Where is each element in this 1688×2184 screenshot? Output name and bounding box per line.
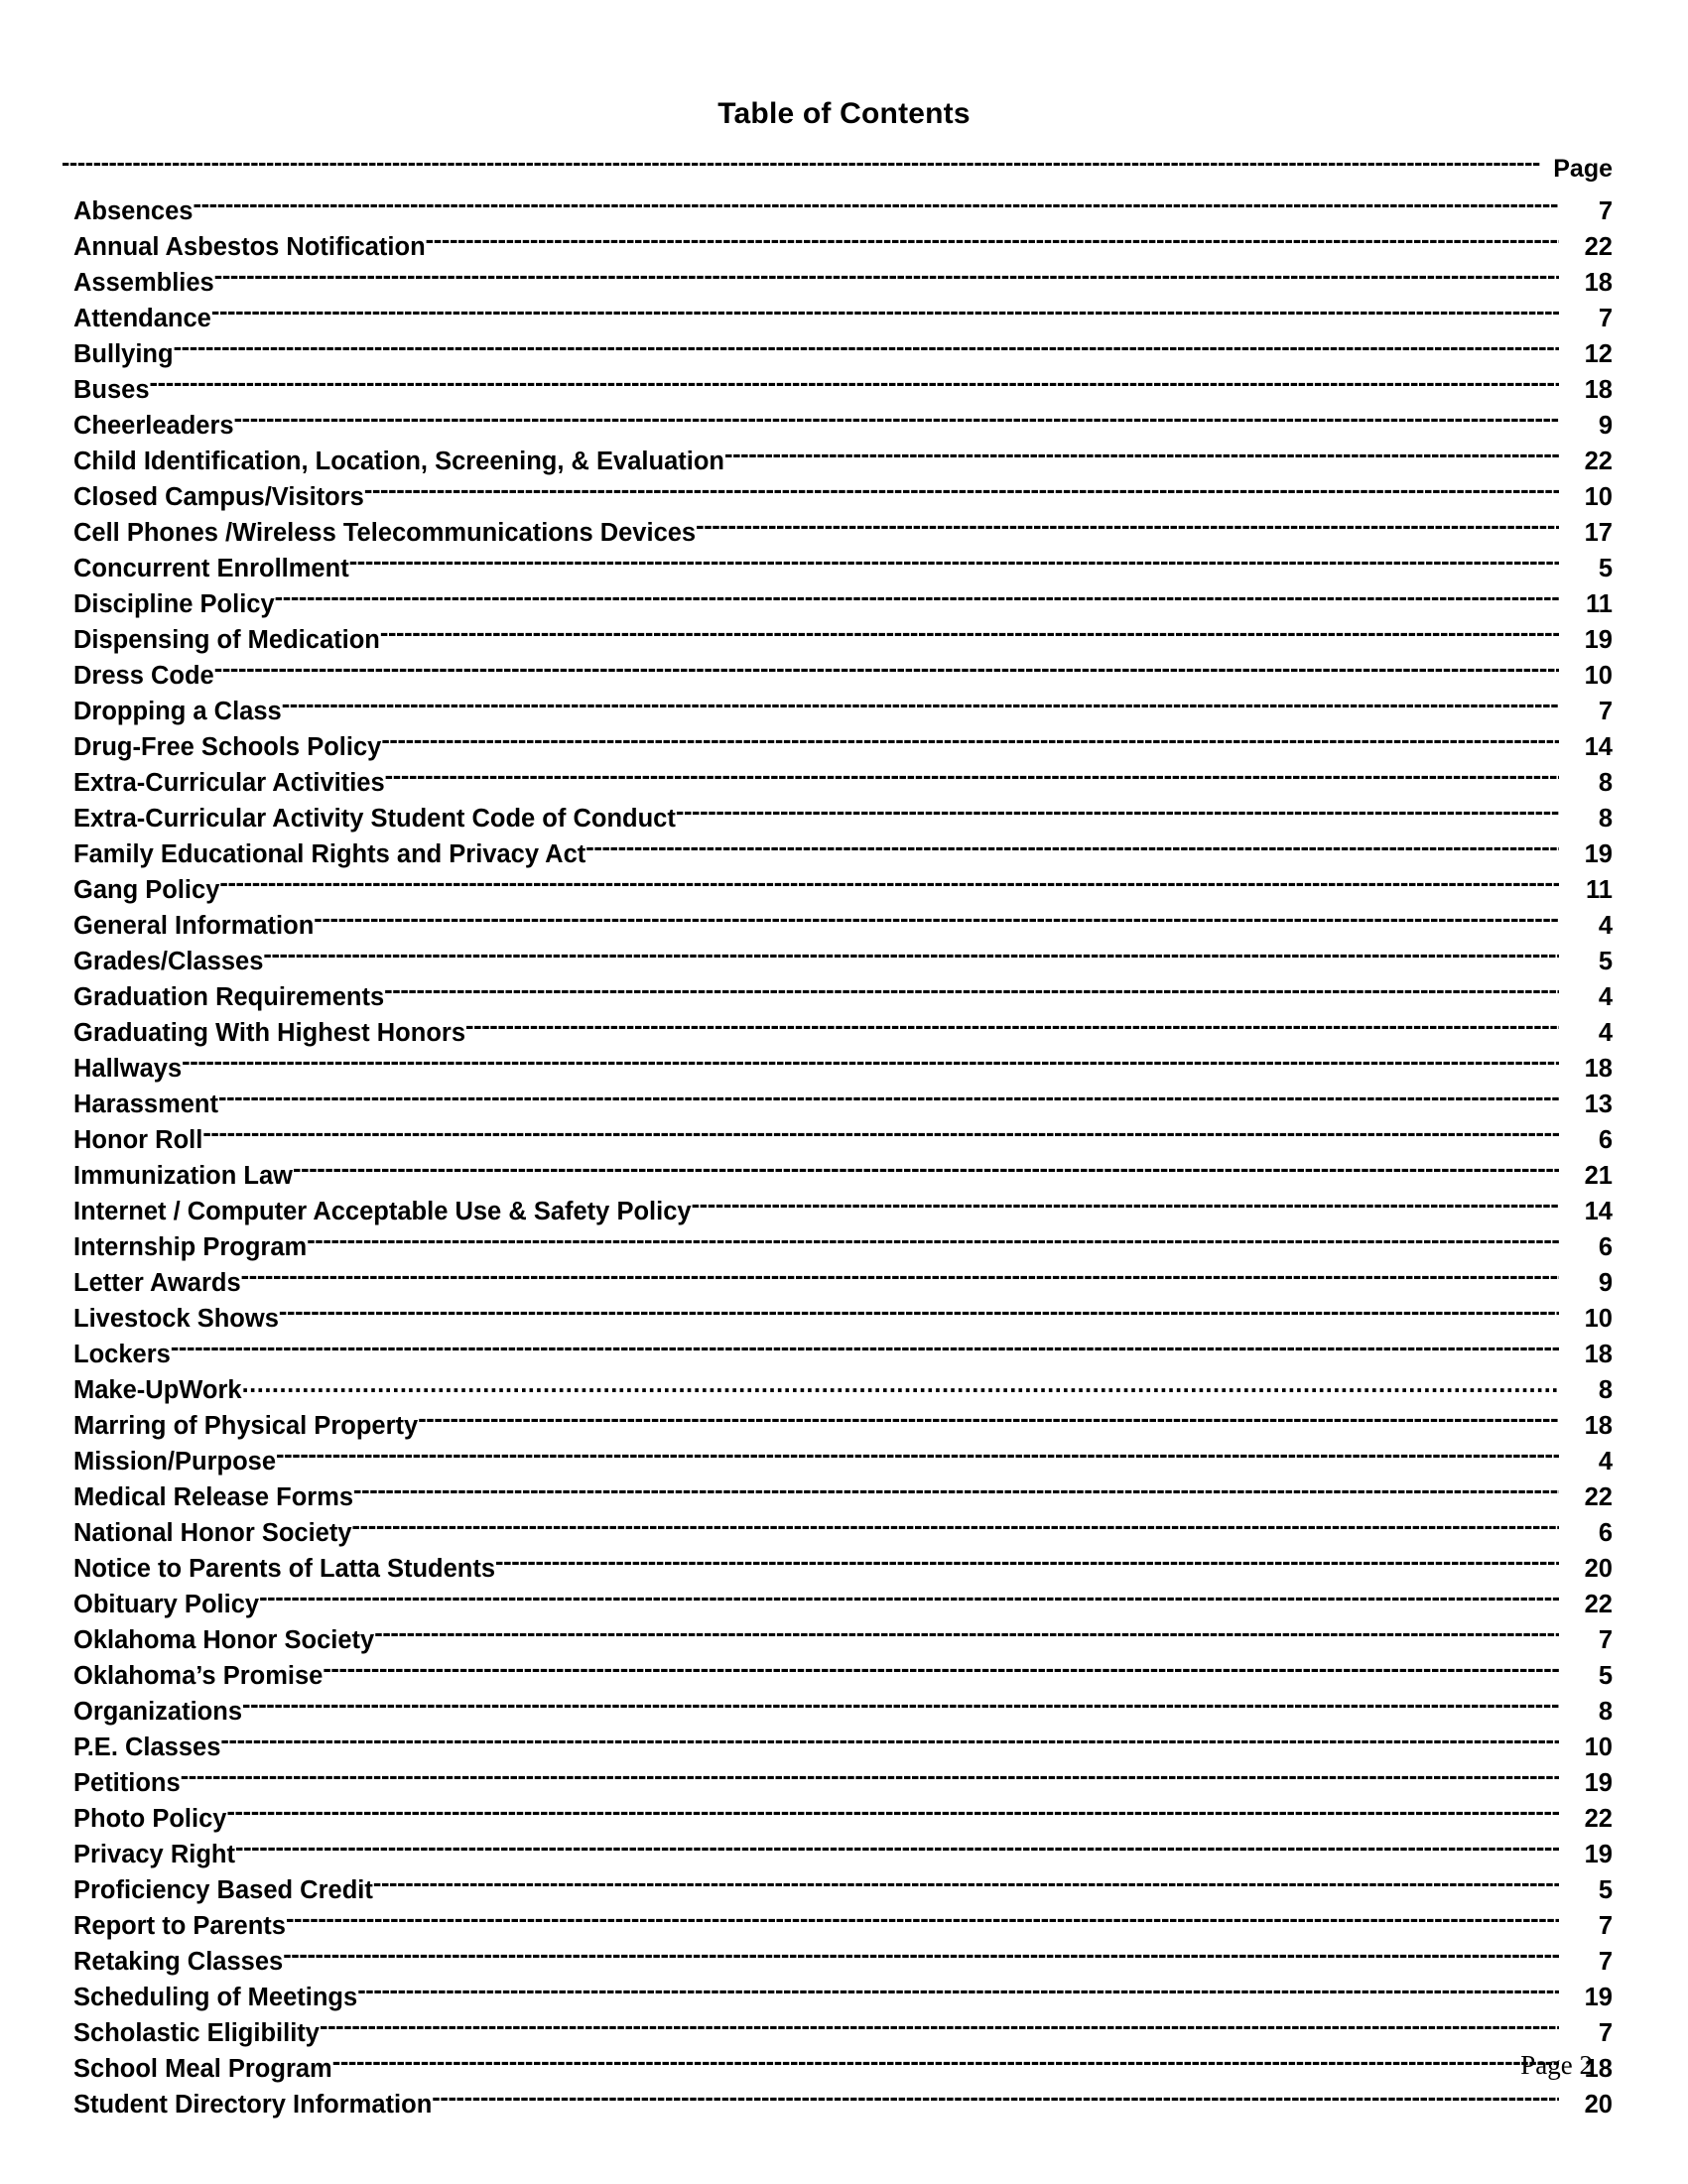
toc-entry-leader xyxy=(380,622,1559,648)
toc-entry-title: Scheduling of Meetings xyxy=(73,1983,358,2011)
toc-entry-leader xyxy=(307,1229,1559,1255)
toc-entry-page-number: 7 xyxy=(1598,196,1613,225)
toc-entry-title: Privacy Right xyxy=(73,1840,235,1868)
toc-entry[interactable] xyxy=(62,1694,1613,1730)
toc-entry[interactable] xyxy=(62,372,1613,408)
toc-entry-page-number: 20 xyxy=(1584,2090,1613,2119)
toc-entry-title: Family Educational Rights and Privacy Act xyxy=(73,839,586,868)
toc-entry[interactable] xyxy=(62,479,1613,515)
toc-entry-page-number: 8 xyxy=(1598,804,1613,833)
toc-entry-leader xyxy=(384,979,1559,1005)
toc-page-column-header-row xyxy=(62,152,1613,182)
toc-entry[interactable] xyxy=(62,658,1613,694)
toc-entry-title: Marring of Physical Property xyxy=(73,1411,419,1440)
toc-entry[interactable] xyxy=(62,336,1613,372)
toc-entry-page-number: 7 xyxy=(1598,697,1613,725)
toc-entry-page-number: 10 xyxy=(1584,1304,1613,1333)
toc-entry-page-number: 10 xyxy=(1584,482,1613,511)
toc-entry-title: Medical Release Forms xyxy=(73,1482,354,1511)
toc-entry-leader xyxy=(676,801,1559,827)
toc-entry[interactable] xyxy=(62,1587,1613,1622)
toc-entry-page-number: 11 xyxy=(1586,589,1613,618)
toc-entry-title: Gang Policy xyxy=(73,875,220,904)
toc-entry[interactable] xyxy=(62,551,1613,586)
toc-entry-leader xyxy=(242,1694,1559,1720)
toc-entry-leader xyxy=(150,372,1559,398)
toc-entry-title: Mission/Purpose xyxy=(73,1447,277,1476)
toc-entry-leader xyxy=(202,1122,1559,1148)
toc-entry-title: Dropping a Class xyxy=(73,697,282,725)
toc-entry-page-number: 14 xyxy=(1584,1197,1613,1225)
toc-entry-title: Lockers xyxy=(73,1340,171,1368)
header-dash-leader xyxy=(62,152,1551,177)
toc-entry-page-number: 8 xyxy=(1598,768,1613,797)
toc-entry-page-number: 14 xyxy=(1584,732,1613,761)
toc-entry-leader xyxy=(276,1444,1559,1470)
toc-entry-page-number: 19 xyxy=(1584,1840,1613,1868)
toc-entry-title: Cell Phones /Wireless Telecommunications Devices xyxy=(73,518,697,547)
toc-entry-title: Child Identification, Location, Screening, & Evaluation xyxy=(73,447,724,475)
toc-entry-title: General Information xyxy=(73,911,315,940)
toc-entry-title: Retaking Classes xyxy=(73,1947,284,1976)
toc-entry-title: Internet / Computer Acceptable Use & Safety Policy xyxy=(73,1197,692,1225)
toc-entry[interactable] xyxy=(62,944,1613,979)
toc-entry-leader xyxy=(235,1837,1559,1863)
toc-entry-title: Organizations xyxy=(73,1697,243,1726)
toc-entry[interactable] xyxy=(62,2087,1613,2122)
toc-entry-page-number: 4 xyxy=(1598,982,1613,1011)
toc-entry-leader xyxy=(332,2051,1559,2077)
toc-entry-title: Immunization Law xyxy=(73,1161,294,1190)
toc-entry-page-number: 6 xyxy=(1598,1232,1613,1261)
toc-entry-leader xyxy=(226,1801,1559,1827)
toc-entry-title: Graduating With Highest Honors xyxy=(73,1018,466,1047)
toc-entry-page-number: 4 xyxy=(1598,911,1613,940)
toc-entry[interactable] xyxy=(62,908,1613,944)
toc-entry-page-number: 9 xyxy=(1598,1268,1613,1297)
toc-entry[interactable] xyxy=(62,193,1613,229)
toc-entry-title: Grades/Classes xyxy=(73,947,264,975)
toc-entry-title: Report to Parents xyxy=(73,1911,286,1940)
toc-entry-title: Cheerleaders xyxy=(73,411,234,440)
toc-entry[interactable] xyxy=(62,1622,1613,1658)
toc-entry[interactable] xyxy=(62,1872,1613,1908)
toc-entry[interactable] xyxy=(62,1908,1613,1944)
toc-entry-page-number: 5 xyxy=(1598,1661,1613,1690)
toc-entry-page-number: 10 xyxy=(1584,1733,1613,1761)
toc-entry-leader xyxy=(373,1872,1559,1898)
toc-entry-page-number: 18 xyxy=(1584,1411,1613,1440)
toc-entry-title: Absences xyxy=(73,196,194,225)
toc-entry-leader xyxy=(585,836,1559,862)
toc-entry-page-number: 22 xyxy=(1584,1482,1613,1511)
toc-entry-leader xyxy=(293,1158,1559,1184)
toc-entry[interactable] xyxy=(62,408,1613,444)
toc-entry-title: Scholastic Eligibility xyxy=(73,2018,320,2047)
toc-entry-leader xyxy=(182,1051,1559,1077)
toc-entry[interactable] xyxy=(62,1551,1613,1587)
toc-entry-title: Proficiency Based Credit xyxy=(73,1875,373,1904)
toc-body xyxy=(0,152,1688,2122)
toc-entry[interactable] xyxy=(62,836,1613,872)
toc-entry-title: Closed Campus/Visitors xyxy=(73,482,364,511)
toc-entry-title: Extra-Curricular Activities xyxy=(73,768,385,797)
toc-entry-title: Dress Code xyxy=(73,661,214,690)
toc-entry-leader xyxy=(193,193,1559,219)
toc-entry[interactable] xyxy=(62,1944,1613,1980)
toc-entry[interactable] xyxy=(62,2015,1613,2051)
toc-entry-leader xyxy=(234,408,1559,434)
toc-entry[interactable] xyxy=(62,1515,1613,1551)
toc-entry-leader xyxy=(220,1730,1559,1755)
toc-entry[interactable] xyxy=(62,1301,1613,1337)
toc-entry-leader xyxy=(214,265,1559,291)
toc-entry-title: Letter Awards xyxy=(73,1268,241,1297)
toc-entry-page-number: 18 xyxy=(1584,375,1613,404)
toc-entry-leader xyxy=(211,301,1559,326)
page-column-header-label: Page xyxy=(1553,155,1613,183)
toc-entry-page-number: 6 xyxy=(1598,1518,1613,1547)
toc-entry-leader xyxy=(283,1944,1559,1970)
toc-entry[interactable] xyxy=(62,694,1613,729)
toc-entry[interactable] xyxy=(62,229,1613,265)
toc-entry-leader xyxy=(374,1622,1559,1648)
toc-entry[interactable] xyxy=(62,1980,1613,2015)
toc-entry-title: Notice to Parents of Latta Students xyxy=(73,1554,496,1583)
toc-entry-leader xyxy=(286,1908,1559,1934)
toc-entry[interactable] xyxy=(62,872,1613,908)
toc-entry-leader xyxy=(724,444,1559,469)
toc-entry-leader xyxy=(418,1408,1559,1434)
toc-entry-title: Extra-Curricular Activity Student Code of Conduct xyxy=(73,804,676,833)
toc-entry-page-number: 22 xyxy=(1584,232,1613,261)
toc-entry-page-number: 22 xyxy=(1584,1804,1613,1833)
toc-entry[interactable] xyxy=(62,1765,1613,1801)
toc-entry-list xyxy=(62,193,1613,2122)
toc-entry-title: Honor Roll xyxy=(73,1125,203,1154)
toc-entry-page-number: 17 xyxy=(1584,518,1613,547)
toc-entry-leader xyxy=(242,1372,1559,1398)
toc-entry-page-number: 19 xyxy=(1584,1768,1613,1797)
toc-entry[interactable] xyxy=(62,1158,1613,1194)
toc-entry-page-number: 5 xyxy=(1598,554,1613,582)
toc-entry-title: Petitions xyxy=(73,1768,181,1797)
toc-entry-leader xyxy=(465,1015,1559,1041)
toc-entry[interactable] xyxy=(62,1265,1613,1301)
toc-entry-leader xyxy=(364,479,1559,505)
toc-entry-title: Student Directory Information xyxy=(73,2090,433,2119)
toc-entry[interactable] xyxy=(62,979,1613,1015)
toc-entry[interactable] xyxy=(62,765,1613,801)
toc-entry-page-number: 5 xyxy=(1598,1875,1613,1904)
toc-entry-title: Assemblies xyxy=(73,268,214,297)
toc-entry-title: Bullying xyxy=(73,339,174,368)
toc-entry-title: Oklahoma Honor Society xyxy=(73,1625,375,1654)
toc-entry-title: Graduation Requirements xyxy=(73,982,385,1011)
toc-entry-title: Concurrent Enrollment xyxy=(73,554,349,582)
toc-entry[interactable] xyxy=(62,729,1613,765)
toc-entry[interactable] xyxy=(62,1122,1613,1158)
toc-entry-leader xyxy=(241,1265,1559,1291)
toc-entry-page-number: 10 xyxy=(1584,661,1613,690)
toc-entry-leader xyxy=(219,872,1559,898)
toc-entry-leader xyxy=(320,2015,1559,2041)
toc-entry-page-number: 4 xyxy=(1598,1447,1613,1476)
toc-entry-page-number: 7 xyxy=(1598,1625,1613,1654)
toc-entry-title: Annual Asbestos Notification xyxy=(73,232,426,261)
toc-entry-title: Oklahoma’s Promise xyxy=(73,1661,324,1690)
page-title: Table of Contents xyxy=(717,97,971,130)
toc-entry-leader xyxy=(181,1765,1559,1791)
toc-entry-leader xyxy=(353,1479,1559,1505)
toc-entry[interactable] xyxy=(62,1015,1613,1051)
toc-entry[interactable] xyxy=(62,801,1613,836)
toc-entry[interactable] xyxy=(62,1479,1613,1515)
toc-entry-page-number: 18 xyxy=(1584,1340,1613,1368)
toc-entry-title: Hallways xyxy=(73,1054,183,1083)
toc-entry-page-number: 22 xyxy=(1584,447,1613,475)
toc-entry-leader xyxy=(259,1587,1559,1612)
toc-entry-title: Discipline Policy xyxy=(73,589,275,618)
toc-entry-title: Make-UpWork xyxy=(73,1375,242,1404)
toc-entry[interactable] xyxy=(62,586,1613,622)
toc-entry[interactable] xyxy=(62,1658,1613,1694)
toc-entry-title: Dispensing of Medication xyxy=(73,625,380,654)
toc-entry[interactable] xyxy=(62,1801,1613,1837)
toc-entry-leader xyxy=(314,908,1559,934)
page-footer: Page 2 xyxy=(1520,2050,1593,2080)
toc-entry-leader xyxy=(381,729,1559,755)
toc-entry[interactable] xyxy=(62,1229,1613,1265)
toc-entry-leader xyxy=(282,694,1559,719)
toc-entry-leader xyxy=(357,1980,1559,2005)
toc-entry-leader xyxy=(495,1551,1559,1577)
toc-entry[interactable] xyxy=(62,515,1613,551)
toc-entry-page-number: 7 xyxy=(1598,1947,1613,1976)
toc-entry-page-number: 13 xyxy=(1584,1090,1613,1118)
toc-entry-page-number: 5 xyxy=(1598,947,1613,975)
toc-entry-leader xyxy=(263,944,1559,969)
toc-entry-page-number: 9 xyxy=(1598,411,1613,440)
toc-entry-leader xyxy=(323,1658,1559,1684)
toc-entry[interactable] xyxy=(62,1337,1613,1372)
toc-entry-page-number: 6 xyxy=(1598,1125,1613,1154)
toc-entry-leader xyxy=(214,658,1559,684)
toc-entry[interactable] xyxy=(62,622,1613,658)
toc-entry-page-number: 20 xyxy=(1584,1554,1613,1583)
toc-entry-page-number: 18 xyxy=(1584,2054,1613,2083)
toc-entry[interactable] xyxy=(62,1051,1613,1087)
toc-entry[interactable] xyxy=(62,1837,1613,1872)
toc-entry-page-number: 19 xyxy=(1584,839,1613,868)
toc-entry-page-number: 7 xyxy=(1598,1911,1613,1940)
toc-entry[interactable] xyxy=(62,1372,1613,1408)
toc-entry-page-number: 18 xyxy=(1584,268,1613,297)
toc-entry-leader xyxy=(171,1337,1559,1362)
toc-entry-page-number: 19 xyxy=(1584,625,1613,654)
toc-entry-page-number: 8 xyxy=(1598,1697,1613,1726)
toc-entry-page-number: 18 xyxy=(1584,1054,1613,1083)
toc-entry-page-number: 22 xyxy=(1584,1590,1613,1618)
toc-entry-leader xyxy=(426,229,1559,255)
toc-entry[interactable] xyxy=(62,1444,1613,1479)
toc-entry[interactable] xyxy=(62,1194,1613,1229)
toc-entry-page-number: 4 xyxy=(1598,1018,1613,1047)
toc-entry-page-number: 7 xyxy=(1598,304,1613,332)
toc-entry-leader xyxy=(174,336,1559,362)
toc-entry[interactable] xyxy=(62,265,1613,301)
toc-entry-title: Attendance xyxy=(73,304,211,332)
toc-entry-title: Photo Policy xyxy=(73,1804,227,1833)
toc-entry-leader xyxy=(275,586,1559,612)
toc-entry-page-number: 12 xyxy=(1584,339,1613,368)
toc-entry[interactable] xyxy=(62,444,1613,479)
toc-entry-leader xyxy=(352,1515,1559,1541)
toc-entry[interactable] xyxy=(62,2051,1613,2087)
toc-entry-page-number: 21 xyxy=(1584,1161,1613,1190)
toc-entry-leader xyxy=(279,1301,1559,1327)
toc-entry[interactable] xyxy=(62,1408,1613,1444)
toc-entry-leader xyxy=(349,551,1559,577)
toc-entry-leader xyxy=(432,2087,1559,2113)
toc-entry-page-number: 8 xyxy=(1598,1375,1613,1404)
toc-entry[interactable] xyxy=(62,301,1613,336)
toc-entry-page-number: 19 xyxy=(1584,1983,1613,2011)
toc-entry-leader xyxy=(218,1087,1559,1112)
toc-entry-title: Drug-Free Schools Policy xyxy=(73,732,382,761)
toc-entry-title: National Honor Society xyxy=(73,1518,352,1547)
toc-entry-leader xyxy=(385,765,1559,791)
toc-entry-leader xyxy=(692,1194,1559,1220)
toc-entry[interactable] xyxy=(62,1730,1613,1765)
toc-entry[interactable] xyxy=(62,1087,1613,1122)
toc-entry-page-number: 11 xyxy=(1586,875,1613,904)
toc-entry-title: School Meal Program xyxy=(73,2054,332,2083)
toc-entry-page-number: 7 xyxy=(1598,2018,1613,2047)
toc-entry-title: P.E. Classes xyxy=(73,1733,221,1761)
toc-entry-title: Buses xyxy=(73,375,150,404)
toc-entry-title: Harassment xyxy=(73,1090,218,1118)
toc-entry-title: Obituary Policy xyxy=(73,1590,260,1618)
toc-entry-title: Livestock Shows xyxy=(73,1304,279,1333)
toc-entry-title: Internship Program xyxy=(73,1232,308,1261)
toc-entry-leader xyxy=(696,515,1559,541)
